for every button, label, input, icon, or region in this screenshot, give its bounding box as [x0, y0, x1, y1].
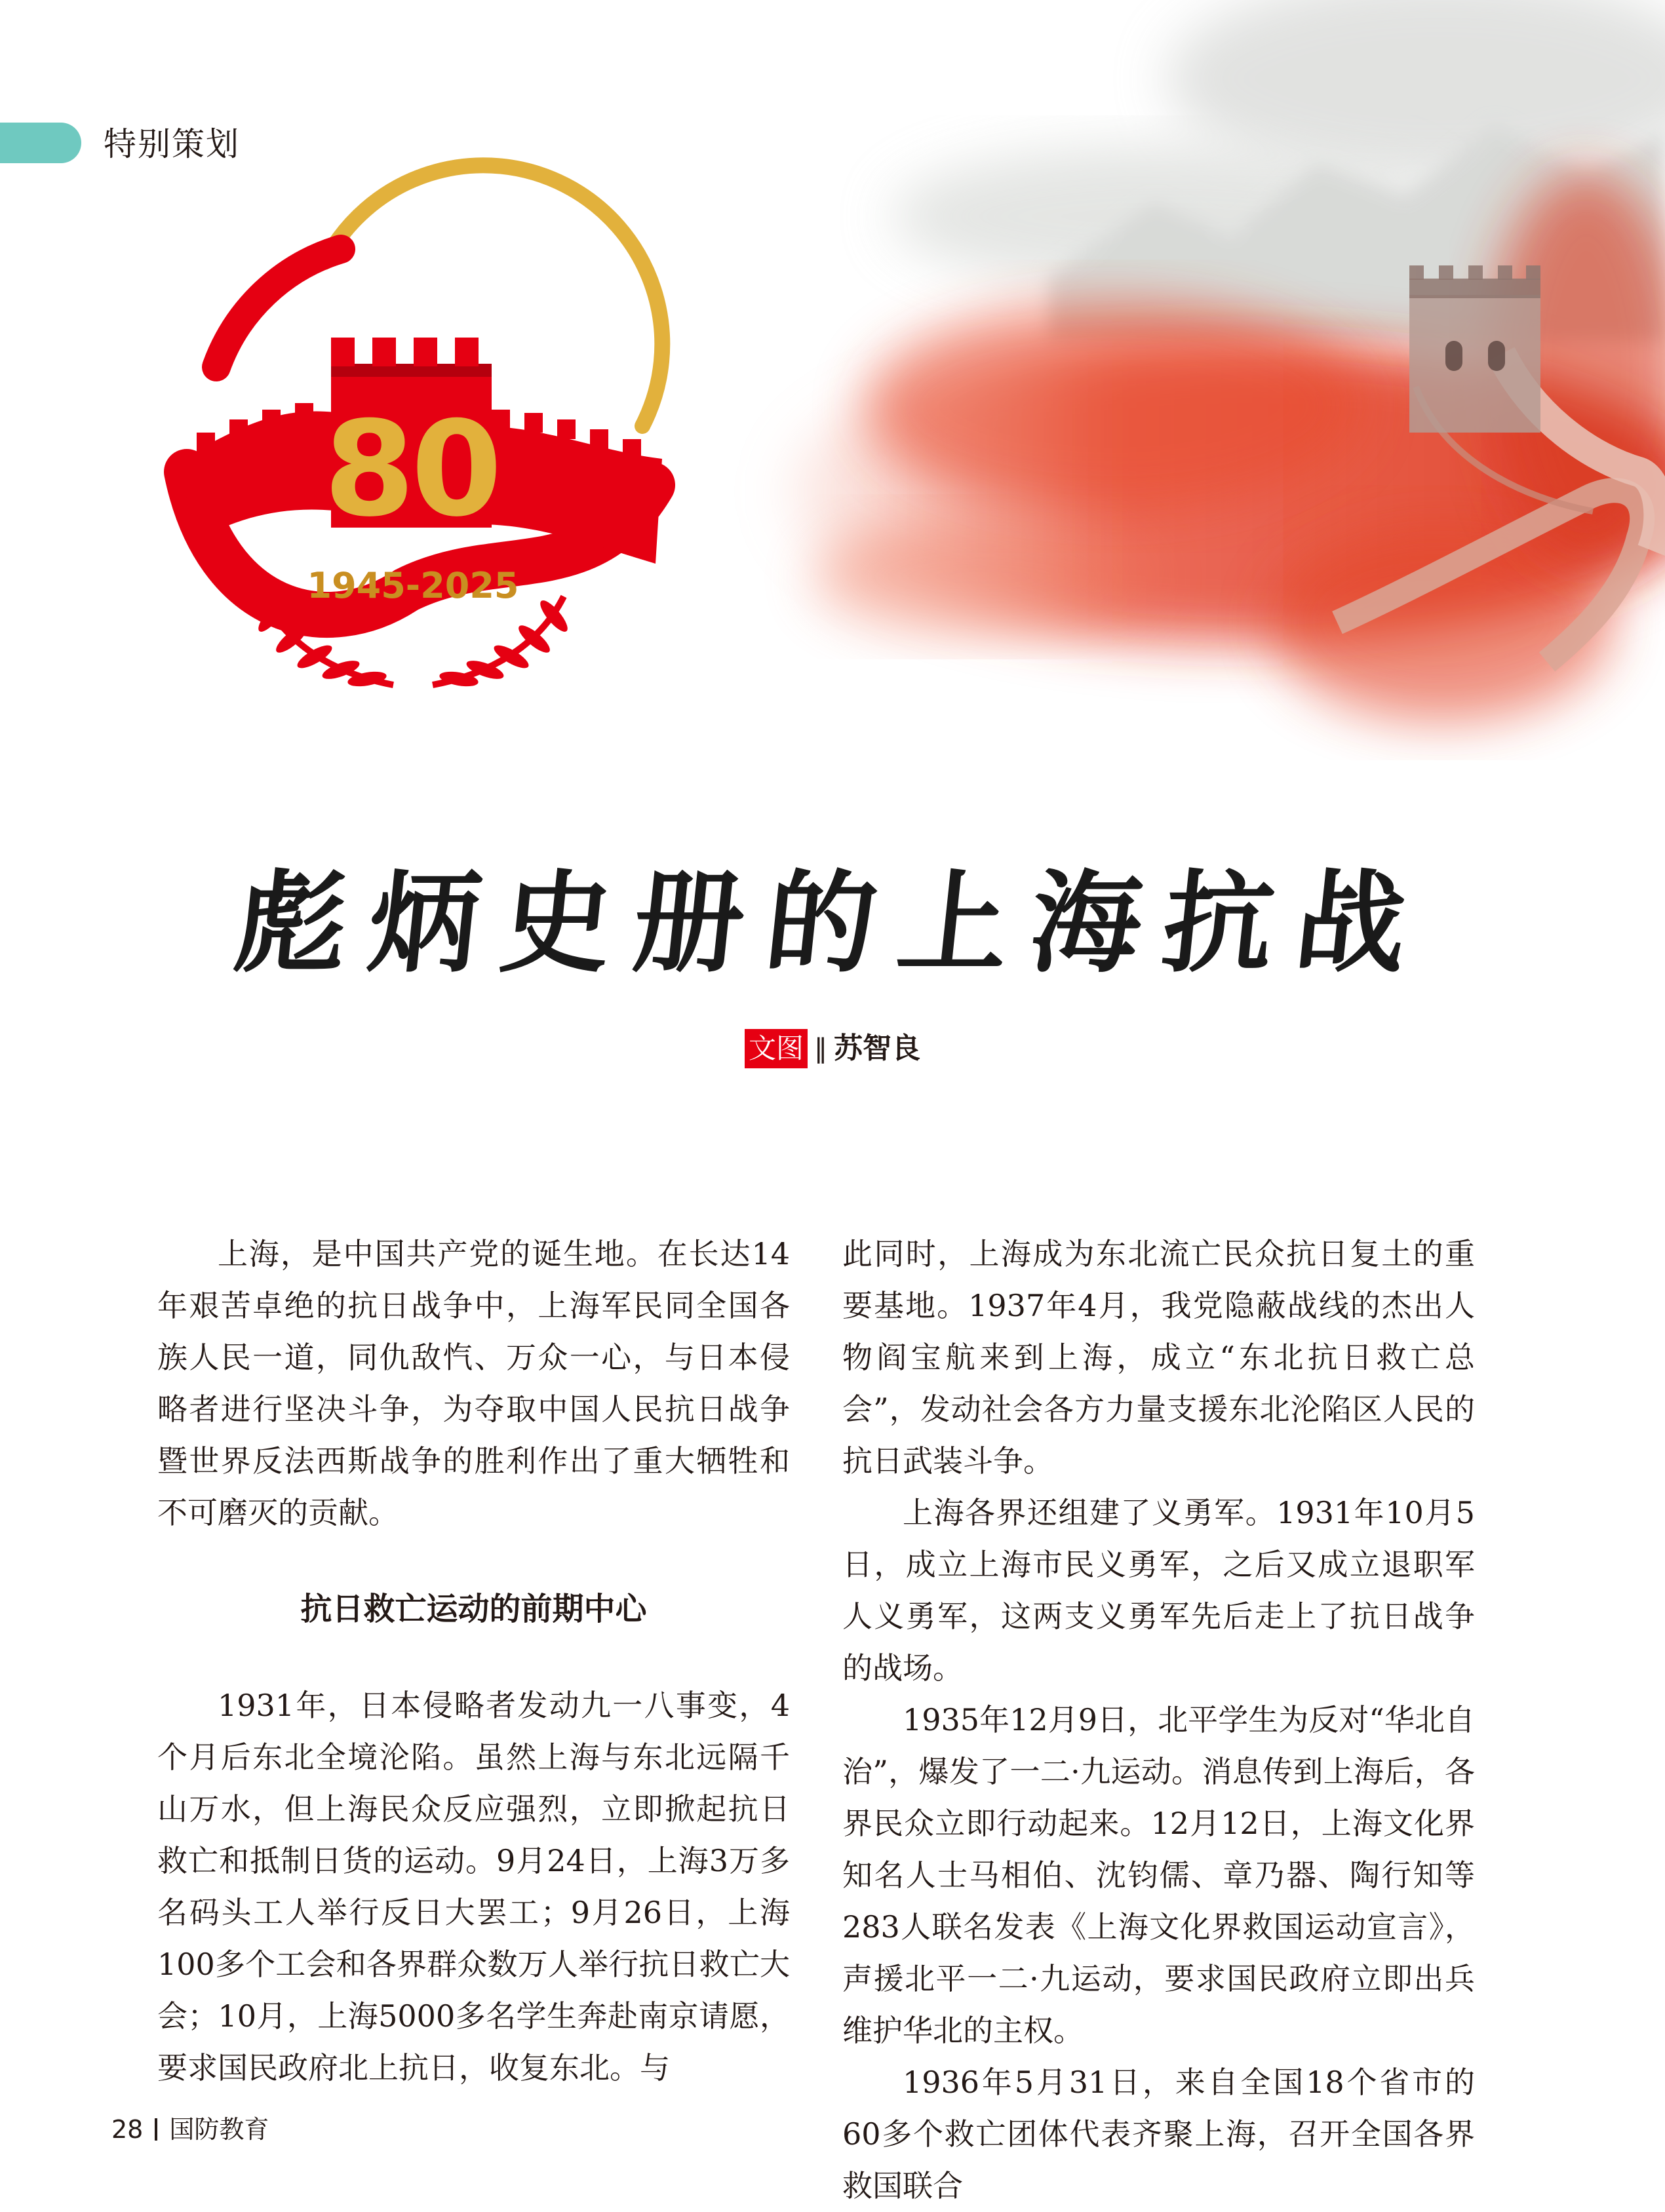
footer-divider	[155, 2118, 157, 2141]
section-heading: 抗日救亡运动的前期中心	[300, 1591, 647, 1627]
byline	[0, 1028, 1665, 1068]
byline-tag: 文图	[745, 1029, 808, 1068]
paragraph: 1931年，日本侵略者发动九一八事变，4个月后东北全境沦陷。虽然上海与东北远隔千山万水，但上海民众反应强烈，立即掀起抗日救亡和抵制日货的运动。9月24日，上海3万多名码头工人举行反日大罢工；9月26日，上海100多个工会和各界群众数万人举行抗日救亡大会；10月，上海5000多名学生奔赴南京请愿，要求国民政府北上抗日，收复东北。与	[157, 1688, 790, 2086]
paragraph: 上海各界还组建了义勇军。1931年10月5日，成立上海市民义勇军，之后又成立退职军人义勇军，这两支义勇军先后走上了抗日战争的战场。	[842, 1495, 1475, 1686]
paragraph-continued: 此同时，上海成为东北流亡民众抗日复土的重要基地。1937年4月，我党隐蔽战线的杰出人物阎宝航来到上海，成立“东北抗日救亡总会”，发动社会各方力量支援东北沦陷区人民的抗日武装斗争。	[842, 1236, 1475, 1479]
page-number: 28	[111, 2115, 144, 2144]
author-name: 苏智良	[834, 1032, 920, 1065]
magazine-name: 国防教育	[169, 2115, 269, 2144]
body-column-right	[842, 1228, 1475, 2212]
hero-illustration	[0, 0, 1665, 806]
article-title: 彪炳史册的上海抗战	[229, 858, 1436, 988]
byline-separator: ‖	[814, 1034, 827, 1064]
paragraph: 1935年12月9日，北平学生为反对“华北自治”，爆发了一二·九运动。消息传到上海后，各界民众立即行动起来。12月12日，上海文化界知名人士马相伯、沈钧儒、章乃器、陶行知等283人联名发表《上海文化界救国运动宣言》，声援北平一二·九运动，要求国民政府立即出兵维护华北的主权。	[842, 1702, 1475, 2048]
paragraph: 上海，是中国共产党的诞生地。在长达14年艰苦卓绝的抗日战争中，上海军民同全国各族人民一道，同仇敌忾、万众一心，与日本侵略者进行坚决斗争，为夺取中国人民抗日战争暨世界反法西斯战争的胜利作出了重大牺牲和不可磨灭的贡献。	[157, 1236, 790, 1530]
paragraph: 1936年5月31日，来自全国18个省市的60多个救亡团体代表齐聚上海，召开全国各界救国联合	[842, 2065, 1475, 2203]
page-footer	[111, 2109, 269, 2145]
logo-number: 80	[323, 393, 499, 546]
body-column-left	[157, 1228, 790, 2094]
anniversary-logo	[184, 165, 662, 689]
logo-years: 1945-2025	[307, 565, 519, 606]
section-label: 特别策划	[104, 125, 240, 163]
